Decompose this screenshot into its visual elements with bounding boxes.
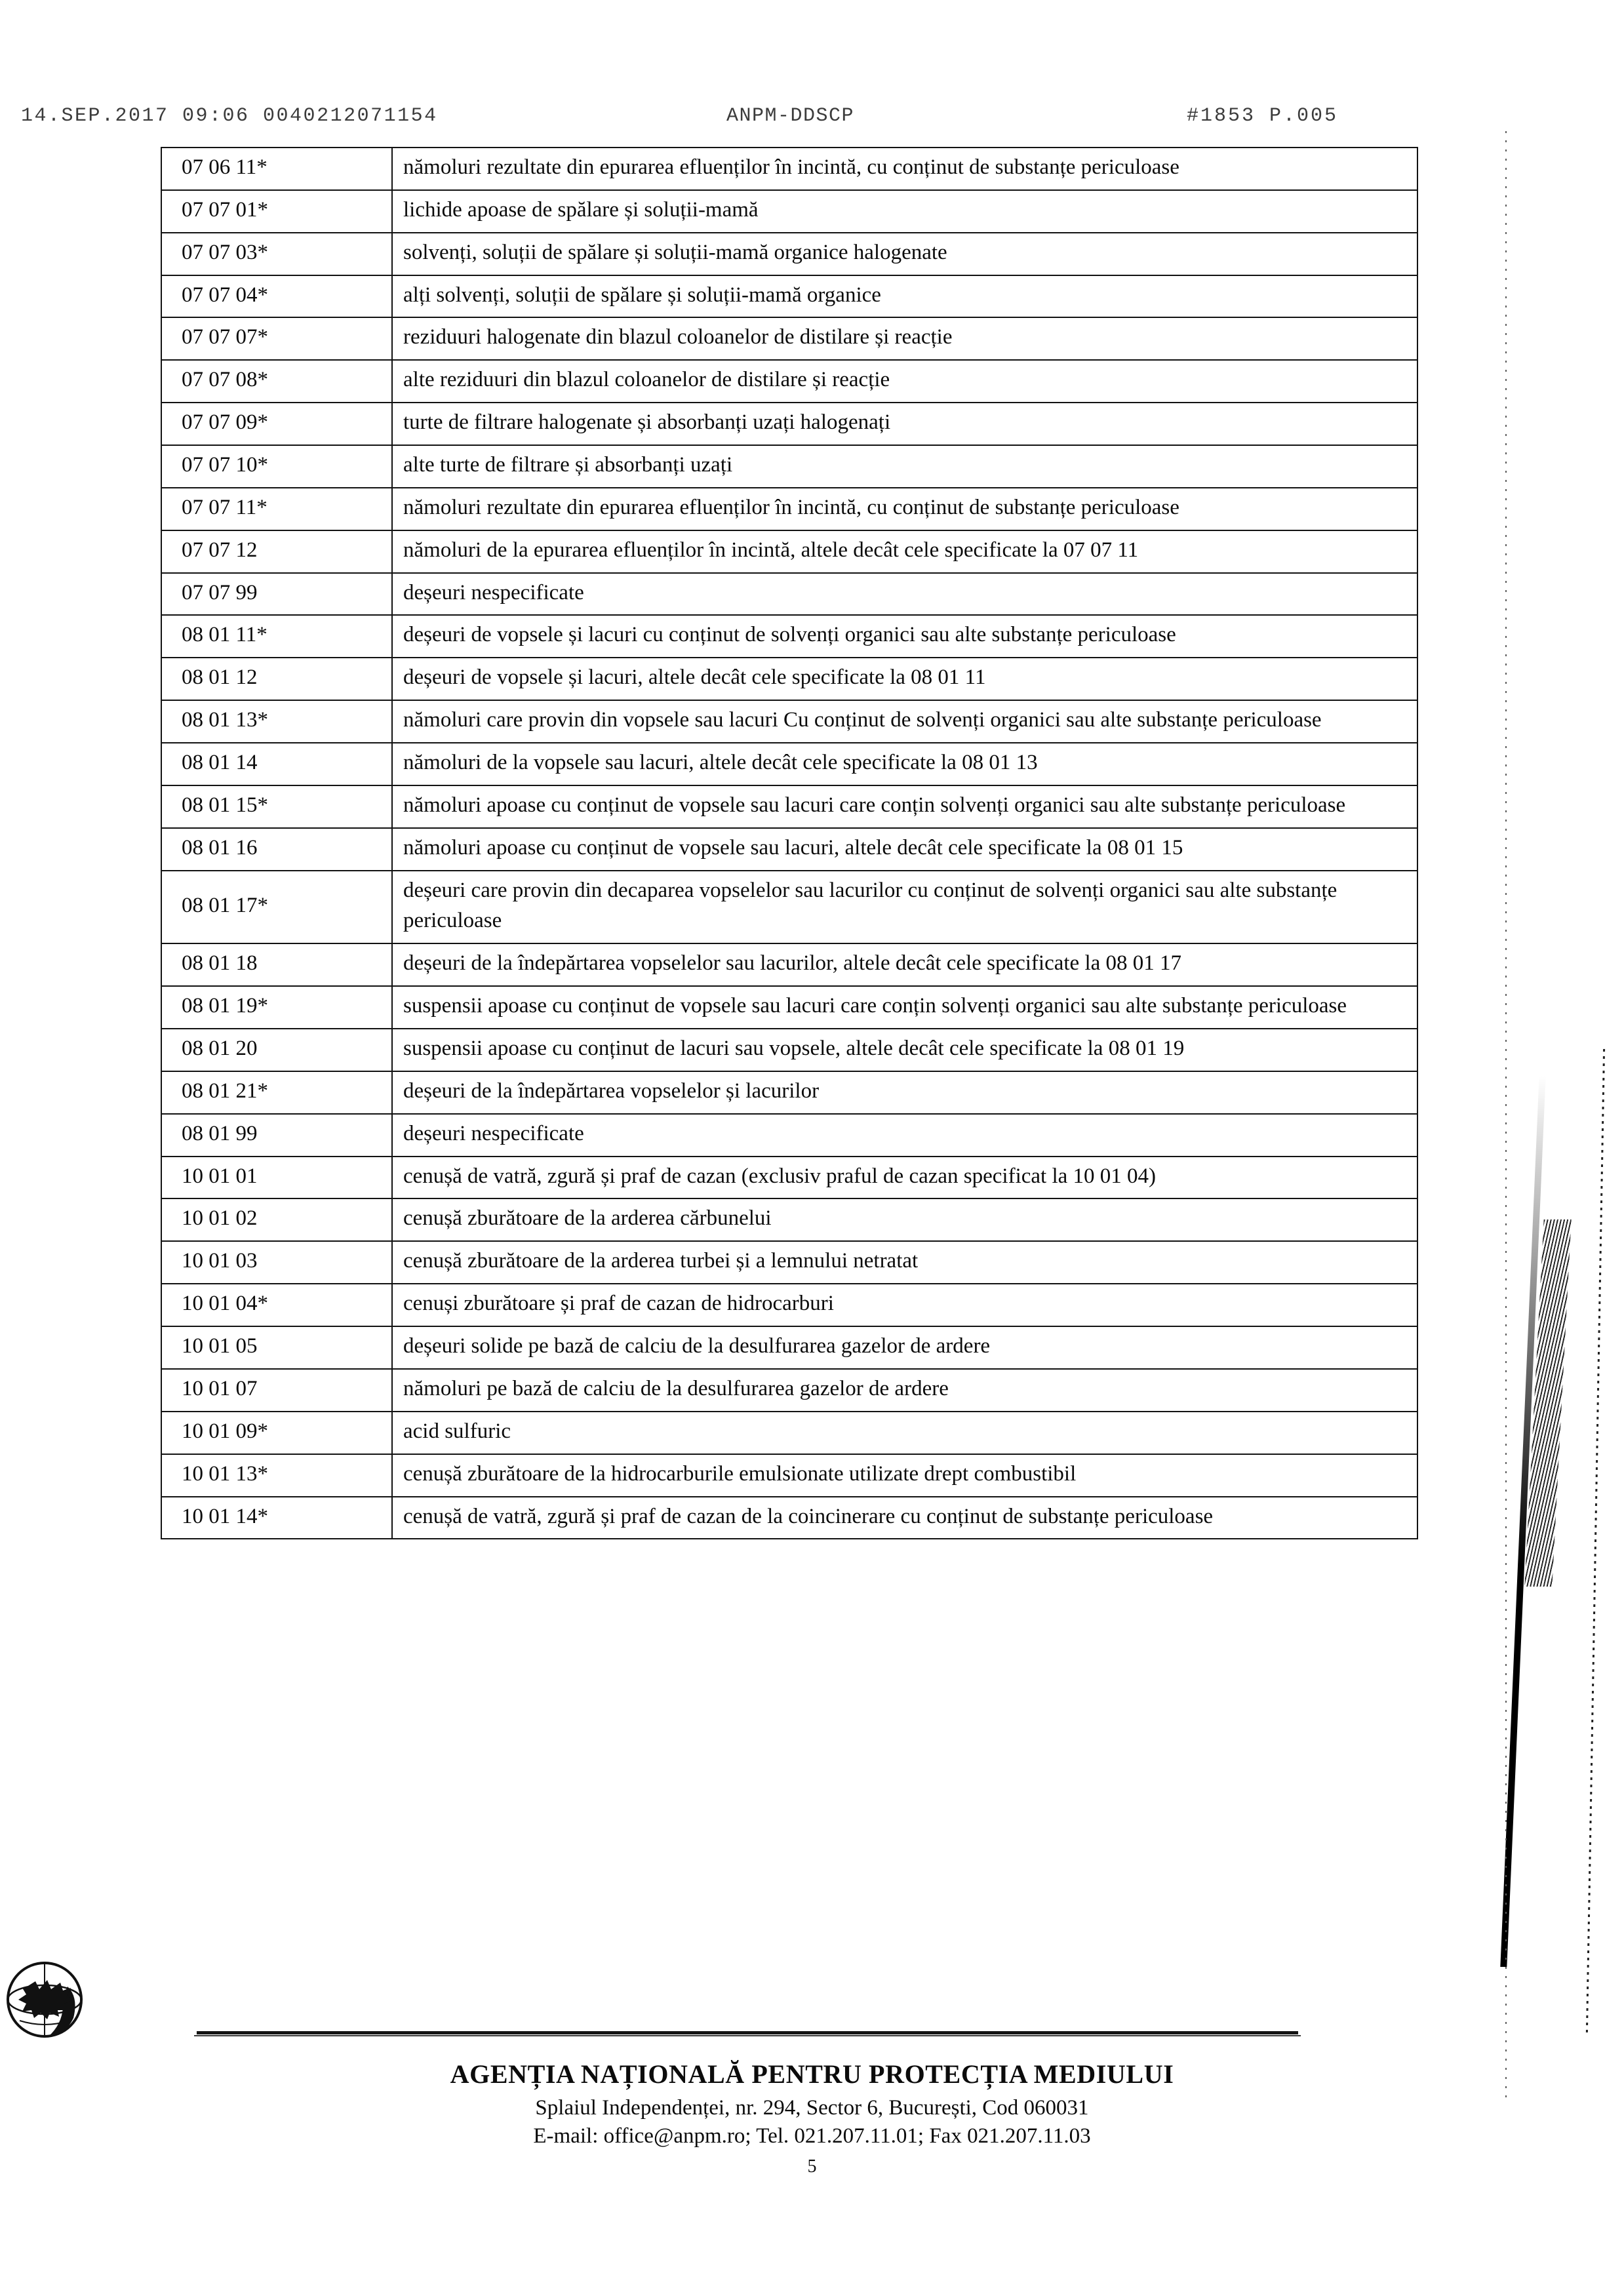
table-row: [161, 275, 1417, 318]
waste-description-cell: nămoluri apoase cu conținut de vopsele sau lacuri, altele decât cele specificate la 08 01 15: [392, 828, 1417, 871]
waste-code-table: [161, 147, 1418, 1539]
table-row: [161, 828, 1417, 871]
waste-code-cell: 08 01 15*: [161, 785, 392, 828]
waste-code-cell: 08 01 16: [161, 828, 392, 871]
official-seal-stamp: [5, 1958, 89, 2042]
table-row: [161, 1284, 1417, 1326]
waste-description-cell: nămoluri care provin din vopsele sau lacuri Cu conținut de solvenți organici sau alte substanțe periculoase: [392, 700, 1417, 743]
table-row: [161, 1114, 1417, 1157]
waste-code-cell: 07 07 03*: [161, 233, 392, 275]
table-row: [161, 1029, 1417, 1071]
waste-description-cell: nămoluri apoase cu conținut de vopsele sau lacuri care conțin solvenți organici sau alte substanțe periculoase: [392, 785, 1417, 828]
scan-edge-dots-artifact: [1586, 1049, 1605, 2032]
waste-description-cell: cenușă de vatră, zgură și praf de cazan (exclusiv praful de cazan specificat la 10 01 04): [392, 1157, 1417, 1199]
waste-description-cell: cenușă zburătoare de la arderea cărbunelui: [392, 1198, 1417, 1241]
waste-description-cell: deșeuri de la îndepărtarea vopselelor sau lacurilor, altele decât cele specificate la 08 01 17: [392, 943, 1417, 986]
table-row: [161, 403, 1417, 445]
waste-code-cell: 08 01 19*: [161, 986, 392, 1029]
waste-description-cell: nămoluri rezultate din epurarea efluenților în incintă, cu conținut de substanțe periculoase: [392, 148, 1417, 190]
waste-description-cell: reziduuri halogenate din blazul coloanelor de distilare și reacție: [392, 317, 1417, 360]
waste-code-cell: 07 07 01*: [161, 190, 392, 233]
table-row: [161, 743, 1417, 785]
waste-code-cell: 07 07 12: [161, 530, 392, 573]
waste-code-cell: 07 07 04*: [161, 275, 392, 318]
waste-code-cell: 10 01 05: [161, 1326, 392, 1369]
waste-description-cell: nămoluri pe bază de calciu de la desulfurarea gazelor de ardere: [392, 1369, 1417, 1412]
table-row: [161, 1198, 1417, 1241]
waste-description-cell: deșeuri de vopsele și lacuri, altele decât cele specificate la 08 01 11: [392, 658, 1417, 700]
waste-code-cell: 08 01 21*: [161, 1071, 392, 1114]
waste-description-cell: alți solvenți, soluții de spălare și soluții-mamă organice: [392, 275, 1417, 318]
fax-header-pagecount: #1853 P.005: [1187, 105, 1339, 127]
waste-code-cell: 07 07 10*: [161, 445, 392, 488]
waste-description-cell: acid sulfuric: [392, 1412, 1417, 1454]
table-row: [161, 1326, 1417, 1369]
waste-description-cell: deșeuri nespecificate: [392, 573, 1417, 616]
table-row: [161, 360, 1417, 403]
waste-description-cell: deșeuri de la îndepărtarea vopselelor și lacurilor: [392, 1071, 1417, 1114]
table-row: [161, 943, 1417, 986]
waste-code-table-body: [161, 148, 1417, 1539]
waste-description-cell: cenușă zburătoare de la hidrocarburile emulsionate utilizate drept combustibil: [392, 1454, 1417, 1497]
waste-description-cell: deșeuri de vopsele și lacuri cu conținut de solvenți organici sau alte substanțe periculoase: [392, 615, 1417, 658]
fax-header-sender: ANPM-DDSCP: [726, 105, 855, 127]
waste-code-cell: 07 07 11*: [161, 488, 392, 530]
waste-description-cell: deșeuri care provin din decaparea vopselelor sau lacurilor cu conținut de solvenți organici sau alte substanțe periculoase: [392, 871, 1417, 944]
table-row: [161, 445, 1417, 488]
footer-divider-rule: [197, 2031, 1298, 2034]
waste-code-cell: 08 01 12: [161, 658, 392, 700]
table-row: [161, 700, 1417, 743]
waste-description-cell: solvenți, soluții de spălare și soluții-mamă organice halogenate: [392, 233, 1417, 275]
table-row: [161, 871, 1417, 944]
table-row: [161, 530, 1417, 573]
waste-code-cell: 08 01 20: [161, 1029, 392, 1071]
table-row: [161, 1412, 1417, 1454]
table-row: [161, 1454, 1417, 1497]
footer-address: Splaiul Independenței, nr. 294, Sector 6, București, Cod 060031: [535, 2096, 1089, 2120]
waste-code-cell: 10 01 07: [161, 1369, 392, 1412]
table-row: [161, 615, 1417, 658]
table-row: [161, 573, 1417, 616]
waste-code-cell: 10 01 01: [161, 1157, 392, 1199]
table-row: [161, 986, 1417, 1029]
table-row: [161, 488, 1417, 530]
waste-code-cell: 08 01 14: [161, 743, 392, 785]
scan-noise-band-artifact: [1524, 1219, 1571, 1587]
scan-streak-artifact: [1500, 1075, 1545, 1967]
waste-code-cell: 10 01 14*: [161, 1497, 392, 1539]
page-footer: [0, 2059, 1624, 2177]
table-row: [161, 317, 1417, 360]
fax-header-timestamp: 14.SEP.2017 09:06 0040212071154: [21, 105, 438, 127]
waste-code-cell: 08 01 18: [161, 943, 392, 986]
waste-description-cell: cenuși zburătoare și praf de cazan de hidrocarburi: [392, 1284, 1417, 1326]
waste-code-cell: 08 01 13*: [161, 700, 392, 743]
table-row: [161, 1497, 1417, 1539]
table-row: [161, 658, 1417, 700]
table-row: [161, 1241, 1417, 1284]
waste-description-cell: cenușă de vatră, zgură și praf de cazan de la coincinerare cu conținut de substanțe periculoase: [392, 1497, 1417, 1539]
waste-code-cell: 10 01 04*: [161, 1284, 392, 1326]
waste-code-cell: 10 01 03: [161, 1241, 392, 1284]
table-row: [161, 190, 1417, 233]
waste-code-cell: 10 01 09*: [161, 1412, 392, 1454]
table-row: [161, 1369, 1417, 1412]
waste-code-cell: 08 01 11*: [161, 615, 392, 658]
footer-page-number: 5: [807, 2156, 817, 2177]
waste-code-cell: 07 06 11*: [161, 148, 392, 190]
waste-description-cell: deșeuri solide pe bază de calciu de la desulfurarea gazelor de ardere: [392, 1326, 1417, 1369]
waste-description-cell: turte de filtrare halogenate și absorbanți uzați halogenați: [392, 403, 1417, 445]
table-row: [161, 1157, 1417, 1199]
waste-code-cell: 08 01 17*: [161, 871, 392, 944]
waste-description-cell: deșeuri nespecificate: [392, 1114, 1417, 1157]
waste-code-cell: 07 07 07*: [161, 317, 392, 360]
waste-description-cell: nămoluri de la vopsele sau lacuri, altele decât cele specificate la 08 01 13: [392, 743, 1417, 785]
waste-description-cell: cenușă zburătoare de la arderea turbei și a lemnului netratat: [392, 1241, 1417, 1284]
waste-code-cell: 07 07 99: [161, 573, 392, 616]
waste-code-cell: 07 07 08*: [161, 360, 392, 403]
table-row: [161, 233, 1417, 275]
scan-page-edge-artifact: [1505, 131, 1507, 2098]
waste-code-cell: 10 01 13*: [161, 1454, 392, 1497]
footer-organization-name: AGENȚIA NAȚIONALĂ PENTRU PROTECȚIA MEDIULUI: [450, 2059, 1174, 2089]
waste-description-cell: alte reziduuri din blazul coloanelor de distilare și reacție: [392, 360, 1417, 403]
waste-description-cell: nămoluri rezultate din epurarea efluenților în incintă, cu conținut de substanțe periculoase: [392, 488, 1417, 530]
table-row: [161, 148, 1417, 190]
table-row: [161, 1071, 1417, 1114]
waste-description-cell: alte turte de filtrare și absorbanți uzați: [392, 445, 1417, 488]
waste-description-cell: suspensii apoase cu conținut de vopsele sau lacuri care conțin solvenți organici sau alte substanțe periculoase: [392, 986, 1417, 1029]
waste-description-cell: nămoluri de la epurarea efluenților în incintă, altele decât cele specificate la 07 07 11: [392, 530, 1417, 573]
fax-header-strip: [0, 105, 1624, 134]
waste-code-cell: 10 01 02: [161, 1198, 392, 1241]
table-row: [161, 785, 1417, 828]
waste-code-cell: 08 01 99: [161, 1114, 392, 1157]
waste-code-cell: 07 07 09*: [161, 403, 392, 445]
waste-description-cell: lichide apoase de spălare și soluții-mamă: [392, 190, 1417, 233]
footer-contact-line: E-mail: office@anpm.ro; Tel. 021.207.11.01; Fax 021.207.11.03: [533, 2124, 1091, 2148]
waste-description-cell: suspensii apoase cu conținut de lacuri sau vopsele, altele decât cele specificate la 08 01 19: [392, 1029, 1417, 1071]
